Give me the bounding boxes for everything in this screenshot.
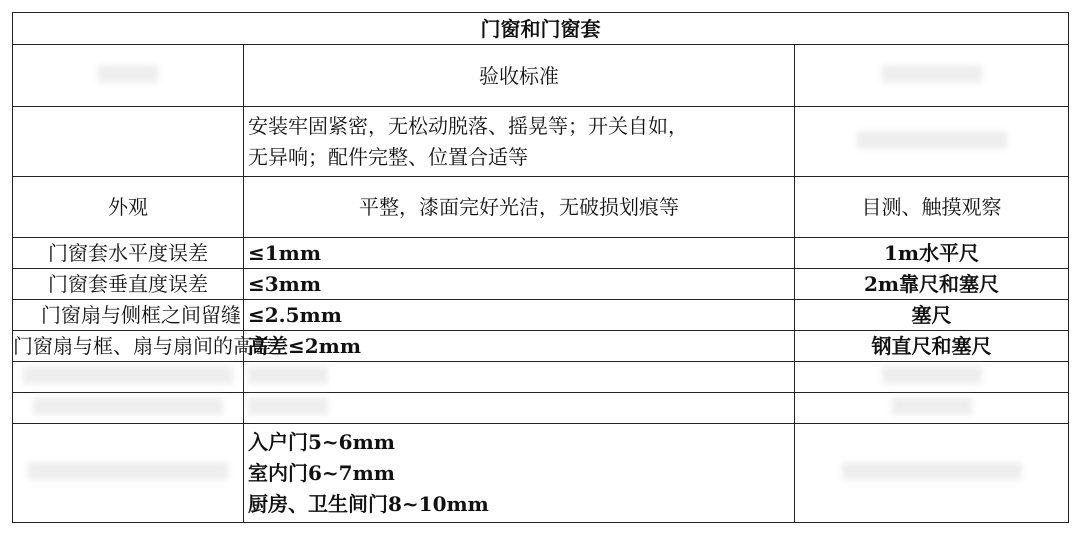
table-row bbox=[13, 331, 1069, 362]
table-title: 门窗和门窗套 bbox=[13, 13, 1069, 45]
table-row bbox=[13, 300, 1069, 331]
table-row bbox=[13, 393, 1069, 424]
item-cell bbox=[13, 362, 244, 393]
method-cell: 钢直尺和塞尺 bbox=[795, 331, 1069, 362]
standard-cell bbox=[244, 424, 795, 523]
table-title-row bbox=[13, 13, 1069, 45]
method-cell bbox=[795, 393, 1069, 424]
redacted-text bbox=[842, 462, 1022, 480]
redacted-text bbox=[23, 366, 233, 384]
item-cell bbox=[13, 424, 244, 523]
table-row bbox=[13, 238, 1069, 269]
method-cell: 目测、触摸观察 bbox=[795, 177, 1069, 238]
table-row bbox=[13, 269, 1069, 300]
standard-cell: ≤3mm bbox=[244, 269, 795, 300]
standard-cell bbox=[244, 393, 795, 424]
redacted-text bbox=[892, 397, 972, 415]
table-row bbox=[13, 107, 1069, 177]
standard-line: 厨房、卫生间门8~10mm bbox=[248, 491, 489, 516]
table-row bbox=[13, 362, 1069, 393]
standard-line: 入户门5~6mm bbox=[248, 429, 395, 454]
header-standard: 验收标准 bbox=[244, 45, 795, 107]
standard-line: 无异响；配件完整、位置合适等 bbox=[248, 144, 528, 169]
redacted-text bbox=[98, 65, 158, 83]
redacted-text bbox=[33, 397, 223, 415]
header-method-cell bbox=[795, 45, 1069, 107]
item-cell bbox=[13, 393, 244, 424]
method-cell: 1m水平尺 bbox=[795, 238, 1069, 269]
method-cell bbox=[795, 424, 1069, 523]
method-cell bbox=[795, 107, 1069, 177]
item-cell bbox=[13, 107, 244, 177]
standard-cell bbox=[244, 107, 795, 177]
standard-cell: ≤2.5mm bbox=[244, 300, 795, 331]
redacted-text bbox=[248, 366, 328, 384]
standard-line: 安装牢固紧密，无松动脱落、摇晃等；开关自如， bbox=[248, 113, 688, 138]
item-cell: 外观 bbox=[13, 177, 244, 238]
table-row bbox=[13, 424, 1069, 523]
method-cell: 塞尺 bbox=[795, 300, 1069, 331]
item-cell: 门窗套水平度误差 bbox=[13, 238, 244, 269]
acceptance-table-sheet bbox=[12, 12, 1068, 522]
redacted-text bbox=[248, 397, 328, 415]
table-header-row bbox=[13, 45, 1069, 107]
standard-cell bbox=[244, 362, 795, 393]
standard-line: 室内门6~7mm bbox=[248, 460, 395, 485]
method-cell bbox=[795, 362, 1069, 393]
item-cell: 门窗扇与侧框之间留缝 bbox=[13, 300, 244, 331]
standard-cell: 高差≤2mm bbox=[244, 331, 795, 362]
redacted-text bbox=[857, 131, 1007, 149]
header-item-cell bbox=[13, 45, 244, 107]
item-cell: 门窗扇与框、扇与扇间的高差 bbox=[13, 331, 244, 362]
table-row bbox=[13, 177, 1069, 238]
redacted-text bbox=[28, 462, 228, 480]
redacted-text bbox=[882, 65, 982, 83]
method-cell: 2m靠尺和塞尺 bbox=[795, 269, 1069, 300]
redacted-text bbox=[882, 366, 982, 384]
acceptance-table bbox=[12, 12, 1069, 523]
item-cell: 门窗套垂直度误差 bbox=[13, 269, 244, 300]
standard-cell: 平整，漆面完好光洁，无破损划痕等 bbox=[244, 177, 795, 238]
standard-cell: ≤1mm bbox=[244, 238, 795, 269]
